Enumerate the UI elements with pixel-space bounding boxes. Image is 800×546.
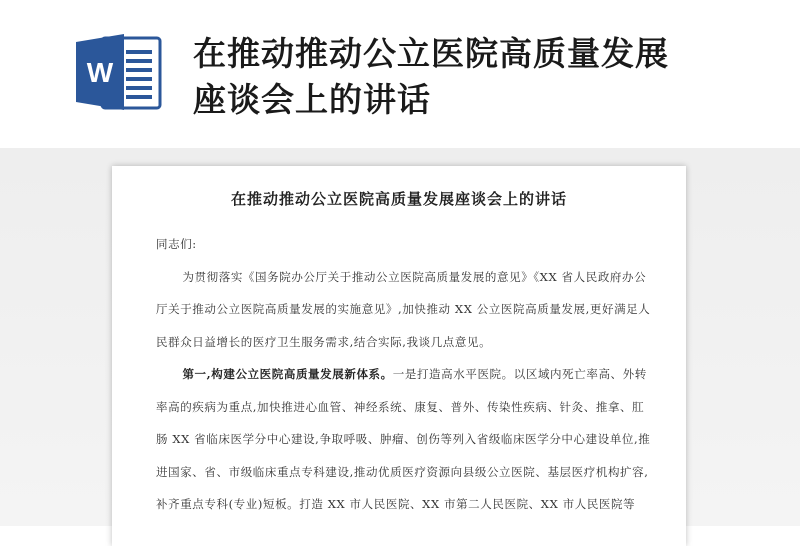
- document-page: [112, 166, 686, 546]
- document-title: 在推动推动公立医院高质量发展座谈会上的讲话: [230, 190, 567, 208]
- word-document-icon: [74, 32, 166, 112]
- paragraph-intro: 为贯彻落实《国务院办公厅关于推动公立医院高质量发展的意见》《XX 省人民政府办公厅关于推动公立医院高质量发展的实施意见》,加快推动 XX 公立医院高质量发展,更好满足人民群众日益增长的医疗卫生服务需求,结合实际,我谈几点意见。: [156, 269, 651, 349]
- page-title-line-2: 座谈会上的讲话: [193, 80, 431, 119]
- word-icon-letter: W: [86, 57, 114, 88]
- salutation: 同志们:: [156, 237, 197, 251]
- page-title-line-1: 在推动推动公立医院高质量发展: [193, 34, 669, 73]
- page-title: [193, 31, 753, 123]
- section-1-text: 一是打造高水平医院。以区域内死亡率高、外转率高的疾病为重点,加快推进心血管、神经系统、康复、普外、传染性疾病、针灸、推拿、肛肠 XX 省临床医学分中心建设,争取呼吸、肿瘤、创伤等列入省级临床医学分中心建设单位,推进国家、省、市级临床重点专科建设,推动优质医疗资源向县级公立医院、基层医疗机构扩容,补齐重点专科(专业)短板。打造 XX 市人民医院、XX 市第二人民医院、XX 市人民医院等: [156, 367, 651, 511]
- document-body: [156, 228, 656, 521]
- banner-header: [0, 0, 800, 150]
- section-1-heading: 第一,构建公立医院高质量发展新体系。: [182, 367, 393, 381]
- paragraph-section-1: [156, 358, 656, 521]
